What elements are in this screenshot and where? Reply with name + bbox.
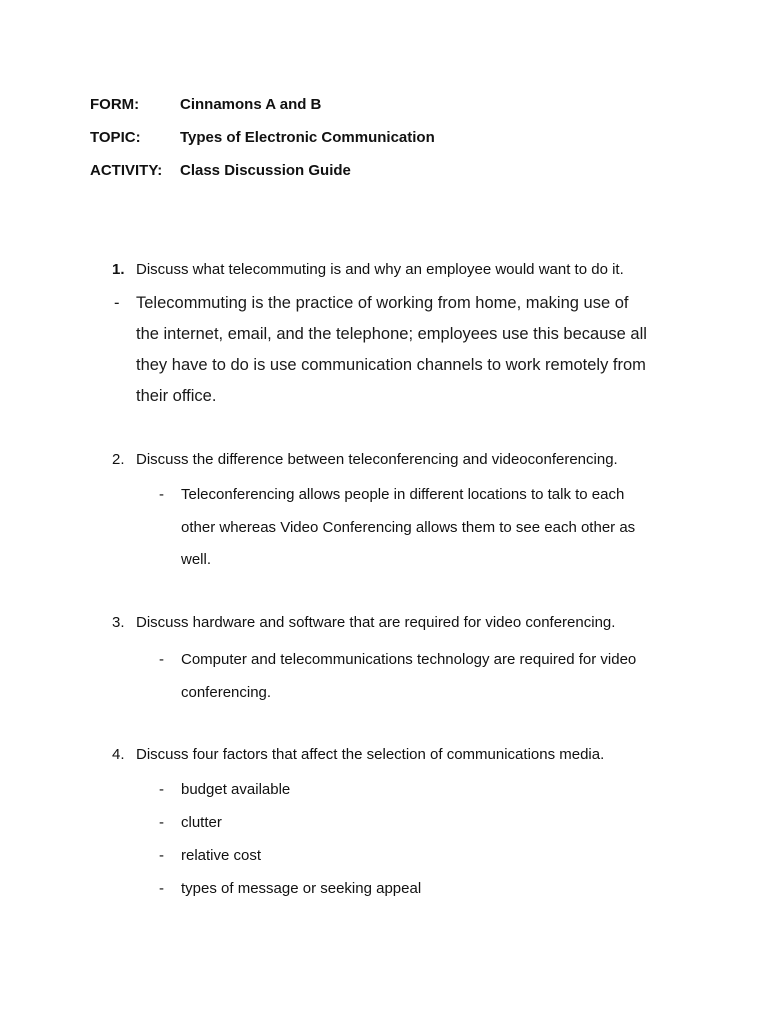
question-text: Discuss what telecommuting is and why an employee would want to do it. bbox=[136, 261, 624, 278]
factor-text: clutter bbox=[181, 814, 222, 831]
answer-text bbox=[181, 644, 636, 709]
topic-label: TOPIC: bbox=[90, 129, 141, 146]
factor-text: types of message or seeking appeal bbox=[181, 880, 422, 897]
question-number: 4. bbox=[112, 746, 125, 763]
question-text: Discuss the difference between teleconferencing and videoconferencing. bbox=[136, 451, 618, 468]
bullet-dash: - bbox=[159, 847, 164, 864]
activity-value: Class Discussion Guide bbox=[180, 162, 351, 179]
answer-dash: - bbox=[159, 651, 164, 668]
answer-line: they have to do is use communication channels to work remotely from bbox=[136, 356, 646, 374]
bullet-dash: - bbox=[159, 814, 164, 831]
answer-line: Computer and telecommunications technology are required for video bbox=[181, 651, 637, 668]
answer-line: Teleconferencing allows people in different locations to talk to each bbox=[181, 486, 625, 503]
question-text: Discuss hardware and software that are required for video conferencing. bbox=[136, 614, 616, 631]
topic-value: Types of Electronic Communication bbox=[180, 129, 435, 146]
question-number: 3. bbox=[112, 614, 125, 631]
bullet-dash: - bbox=[159, 781, 164, 798]
question-number: 1. bbox=[112, 261, 125, 278]
answer-dash: - bbox=[114, 294, 120, 312]
factor-text: relative cost bbox=[181, 847, 262, 864]
form-value: Cinnamons A and B bbox=[180, 96, 322, 113]
question-number: 2. bbox=[112, 451, 125, 468]
answer-line: well. bbox=[181, 551, 212, 568]
answer-text bbox=[136, 288, 647, 412]
answer-line: the internet, email, and the telephone; employees use this because all bbox=[136, 325, 647, 343]
answer-line: Telecommuting is the practice of working from home, making use of bbox=[136, 294, 629, 312]
answer-dash: - bbox=[159, 486, 164, 503]
form-label: FORM: bbox=[90, 96, 140, 113]
activity-label: ACTIVITY: bbox=[90, 162, 163, 179]
answer-line: other whereas Video Conferencing allows them to see each other as bbox=[181, 518, 636, 536]
question-text: Discuss four factors that affect the selection of communications media. bbox=[136, 746, 605, 763]
answer-text bbox=[181, 479, 635, 577]
answer-line: conferencing. bbox=[181, 683, 272, 701]
factor-text: budget available bbox=[181, 781, 291, 798]
bullet-dash: - bbox=[159, 880, 164, 897]
answer-line: their office. bbox=[136, 387, 217, 405]
